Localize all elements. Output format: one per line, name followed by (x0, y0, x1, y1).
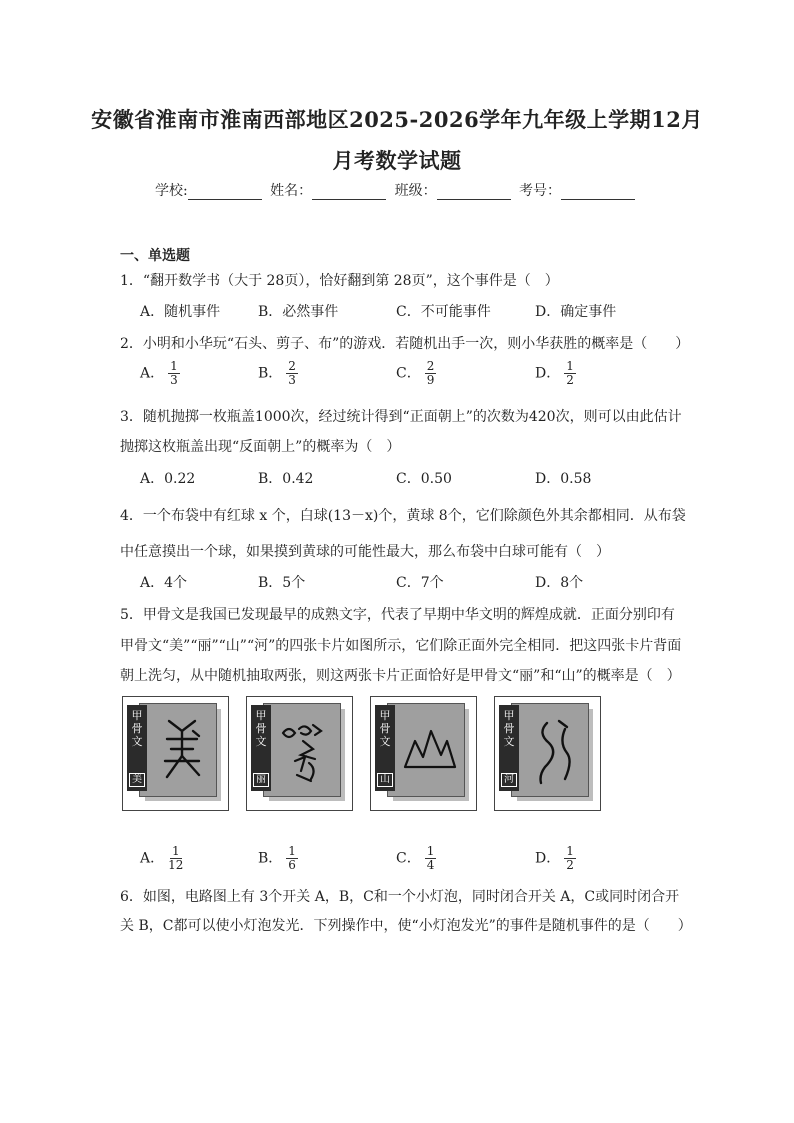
q5-stem-line3: 朝上洗匀，从中随机抽取两张，则这两张卡片正面恰好是甲骨文“丽”和“山”的概率是（ ） (120, 668, 681, 684)
q2-option-d: D． $\frac{1}{2}$ (535, 359, 574, 387)
q4-option-b: B．5个 (258, 575, 306, 591)
oracle-shan-icon (397, 711, 463, 791)
q6-stem-line2: 关 B，C都可以使小灯泡发光．下列操作中，使“小灯泡发光”的事件是随机事件的是（ ） (120, 918, 692, 934)
q1-option-b: B．必然事件 (258, 304, 339, 320)
q3-option-a: A．0.22 (140, 471, 196, 487)
section-heading: 一、单选题 (120, 248, 190, 264)
q6-stem-line1: 6．如图，电路图上有 3个开关 A，B，C和一个小灯泡，同时闭合开关 A，C或同时闭合开 (120, 889, 680, 905)
q5-option-c: C． $\frac{1}{4}$ (396, 844, 435, 872)
q2-option-b: B． $\frac{2}{3}$ (258, 359, 296, 387)
q5-stem-line1: 5．甲骨文是我国已发现最早的成熟文字，代表了早期中华文明的辉煌成就．正面分别印有 (120, 607, 675, 623)
card-mei (122, 696, 229, 811)
q2-stem: 2．小明和小华玩“石头、剪子、布”的游戏．若随机出手一次，则小华获胜的概率是（ ） (120, 336, 690, 352)
card-he (494, 696, 601, 811)
q1-option-d: D．确定事件 (535, 304, 617, 320)
q1-option-a: A．随机事件 (140, 304, 221, 320)
q5-option-b: B． $\frac{1}{6}$ (258, 844, 296, 872)
q3-option-d: D．0.58 (535, 471, 592, 487)
field-id-label: 考号： (519, 183, 562, 199)
q5-option-a: A． $\frac{1}{12}$ (140, 844, 184, 872)
school-blank[interactable] (188, 185, 262, 200)
oracle-li-icon (273, 711, 339, 791)
q3-stem-line2: 抛掷这枚瓶盖出现“反面朝上”的概率为（ ） (120, 439, 401, 455)
field-school-label: 学校: (154, 183, 188, 199)
q3-stem-line1: 3．随机抛掷一枚瓶盖1000次，经过统计得到“正面朝上”的次数为420次，则可以由此估计 (120, 409, 682, 425)
id-blank[interactable] (561, 185, 635, 200)
card-char: 山 (377, 773, 393, 787)
class-blank[interactable] (437, 185, 511, 200)
q3-option-c: C．0.50 (396, 471, 452, 487)
page-subtitle: 月考数学试题 (332, 148, 462, 173)
card-li (246, 696, 353, 811)
card-char: 丽 (253, 773, 269, 787)
field-class-label: 班级： (394, 183, 437, 199)
oracle-he-icon (521, 711, 587, 791)
card-tag: 甲骨文 (503, 709, 515, 748)
card-char: 美 (129, 773, 145, 787)
q5-option-d: D． $\frac{1}{2}$ (535, 844, 574, 872)
card-shan (370, 696, 477, 811)
q4-option-a: A．4个 (140, 575, 188, 591)
q2-option-a: A． $\frac{1}{3}$ (140, 359, 178, 387)
card-tag: 甲骨文 (379, 709, 391, 748)
card-char: 河 (501, 773, 517, 787)
oracle-mei-icon (149, 711, 215, 791)
name-blank[interactable] (312, 185, 386, 200)
card-tag: 甲骨文 (131, 709, 143, 748)
q4-option-c: C．7个 (396, 575, 444, 591)
student-info (0, 180, 794, 200)
card-tag: 甲骨文 (255, 709, 267, 748)
q4-stem-line1: 4．一个布袋中有红球 x 个，白球(13－x)个，黄球 8个，它们除颜色外其余都相同．从布袋 (120, 508, 686, 524)
q5-stem-line2: 甲骨文“美”“丽”“山”“河”的四张卡片如图所示，它们除正面外完全相同．把这四张卡片背面 (120, 638, 682, 654)
q4-option-d: D．8个 (535, 575, 584, 591)
q1-stem: 1．“翻开数学书（大于 28页），恰好翻到第 28页”，这个事件是（ ） (120, 273, 559, 289)
q3-option-b: B．0.42 (258, 471, 314, 487)
q4-stem-line2: 中任意摸出一个球，如果摸到黄球的可能性最大，那么布袋中白球可能有（ ） (120, 544, 610, 560)
page-title: 安徽省淮南市淮南西部地区2025-2026学年九年级上学期12月 (91, 107, 703, 132)
q1-option-c: C．不可能事件 (396, 304, 491, 320)
field-name-label: 姓名： (270, 183, 313, 199)
q2-option-c: C． $\frac{2}{9}$ (396, 359, 435, 387)
